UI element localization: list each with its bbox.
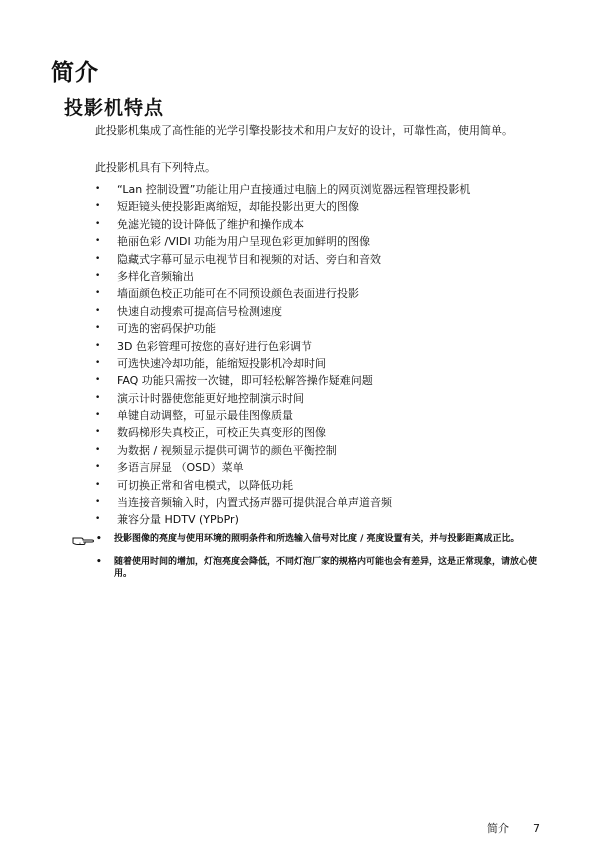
features-lead-in: 此投影机具有下列特点。 <box>95 161 216 174</box>
list-item <box>95 459 555 476</box>
list-item <box>95 198 555 215</box>
bullet: • <box>95 357 101 368</box>
feature-text: 为数据 / 视频显示提供可调节的颜色平衡控制 <box>117 443 337 457</box>
bullet: • <box>95 462 101 473</box>
bullet: • <box>95 323 101 334</box>
bullet: • <box>95 253 101 264</box>
list-item <box>95 320 555 337</box>
feature-text: 当连接音频输入时，内置式扬声器可提供混合单声道音频 <box>117 496 392 510</box>
list-item <box>95 338 555 355</box>
list-item <box>95 390 555 407</box>
feature-text: 免滤光镜的设计降低了维护和操作成本 <box>117 217 304 231</box>
feature-text: 快速自动搜索可提高信号检测速度 <box>117 304 282 318</box>
bullet: • <box>96 557 102 567</box>
feature-text: 3D 色彩管理可按您的喜好进行色彩调节 <box>117 339 312 353</box>
feature-text: 多语言屏显 （OSD）菜单 <box>117 461 244 475</box>
chapter-title: 简介 <box>51 60 99 86</box>
bullet: • <box>95 201 101 212</box>
pointing-hand-icon <box>72 533 94 547</box>
bullet: • <box>95 427 101 438</box>
bullet: • <box>95 497 101 508</box>
list-item <box>95 477 555 494</box>
page-number: 7 <box>533 822 540 835</box>
feature-list <box>95 181 555 529</box>
list-item <box>95 303 555 320</box>
list-item <box>95 285 555 302</box>
feature-text: FAQ 功能只需按一次键，即可轻松解答操作疑难问题 <box>117 374 373 388</box>
feature-text: “Lan 控制设置”功能让用户直接通过电脑上的网页浏览器远程管理投影机 <box>117 183 471 196</box>
feature-text: 可选快速冷却功能，能缩短投影机冷却时间 <box>117 356 326 370</box>
footer-section-name: 简介 <box>487 822 509 835</box>
note-item <box>94 556 546 580</box>
list-item <box>95 424 555 441</box>
bullet: • <box>95 514 101 525</box>
intro-paragraph: 此投影机集成了高性能的光学引擎投影技术和用户友好的设计，可靠性高，使用简单。 <box>95 124 513 137</box>
bullet: • <box>95 305 101 316</box>
bullet: • <box>95 444 101 455</box>
bullet: • <box>95 375 101 386</box>
bullet: • <box>95 479 101 490</box>
bullet: • <box>95 236 101 247</box>
feature-text: 艳丽色彩 /VIDI 功能为用户呈现色彩更加鲜明的图像 <box>117 235 371 249</box>
feature-text: 隐藏式字幕可显示电视节目和视频的对话、旁白和音效 <box>117 252 381 266</box>
bullet: • <box>95 288 101 299</box>
feature-text: 单键自动调整，可显示最佳图像质量 <box>117 409 293 423</box>
feature-text: 可切换正常和省电模式，以降低功耗 <box>117 478 293 492</box>
list-item <box>95 407 555 424</box>
note-text: 随着使用时间的增加，灯泡亮度会降低，不同灯泡厂家的规格内可能也会有差异，这是正常现象，请放心使用。 <box>114 557 538 579</box>
feature-text: 墙面颜色校正功能可在不同预设颜色表面进行投影 <box>117 287 359 301</box>
feature-text: 短距镜头使投影距离缩短，却能投影出更大的图像 <box>117 200 359 214</box>
list-item <box>95 251 555 268</box>
list-item <box>95 372 555 389</box>
feature-text: 演示计时器使您能更好地控制演示时间 <box>117 391 304 405</box>
section-title: 投影机特点 <box>64 97 165 119</box>
list-item <box>95 233 555 250</box>
feature-text: 可选的密码保护功能 <box>117 322 216 336</box>
note-list <box>94 533 546 580</box>
feature-text: 数码梯形失真校正，可校正失真变形的图像 <box>117 426 326 440</box>
list-item <box>95 494 555 511</box>
list-item <box>95 442 555 459</box>
bullet: • <box>96 534 102 544</box>
bullet: • <box>95 184 101 194</box>
feature-text: 多样化音频输出 <box>117 269 194 283</box>
note-text: 投影图像的亮度与使用环境的照明条件和所选输入信号对比度 / 亮度设置有关，并与投影距离成正比。 <box>114 534 520 544</box>
note-item <box>94 533 546 545</box>
page-footer <box>487 820 540 836</box>
list-item <box>95 181 555 198</box>
bullet: • <box>95 410 101 421</box>
bullet: • <box>95 270 101 281</box>
feature-text: 兼容分量 HDTV (YPbPr) <box>117 513 239 527</box>
bullet: • <box>95 218 101 229</box>
list-item <box>95 355 555 372</box>
list-item <box>95 268 555 285</box>
list-item <box>95 216 555 233</box>
bullet: • <box>95 340 101 351</box>
bullet: • <box>95 392 101 403</box>
list-item <box>95 511 555 528</box>
